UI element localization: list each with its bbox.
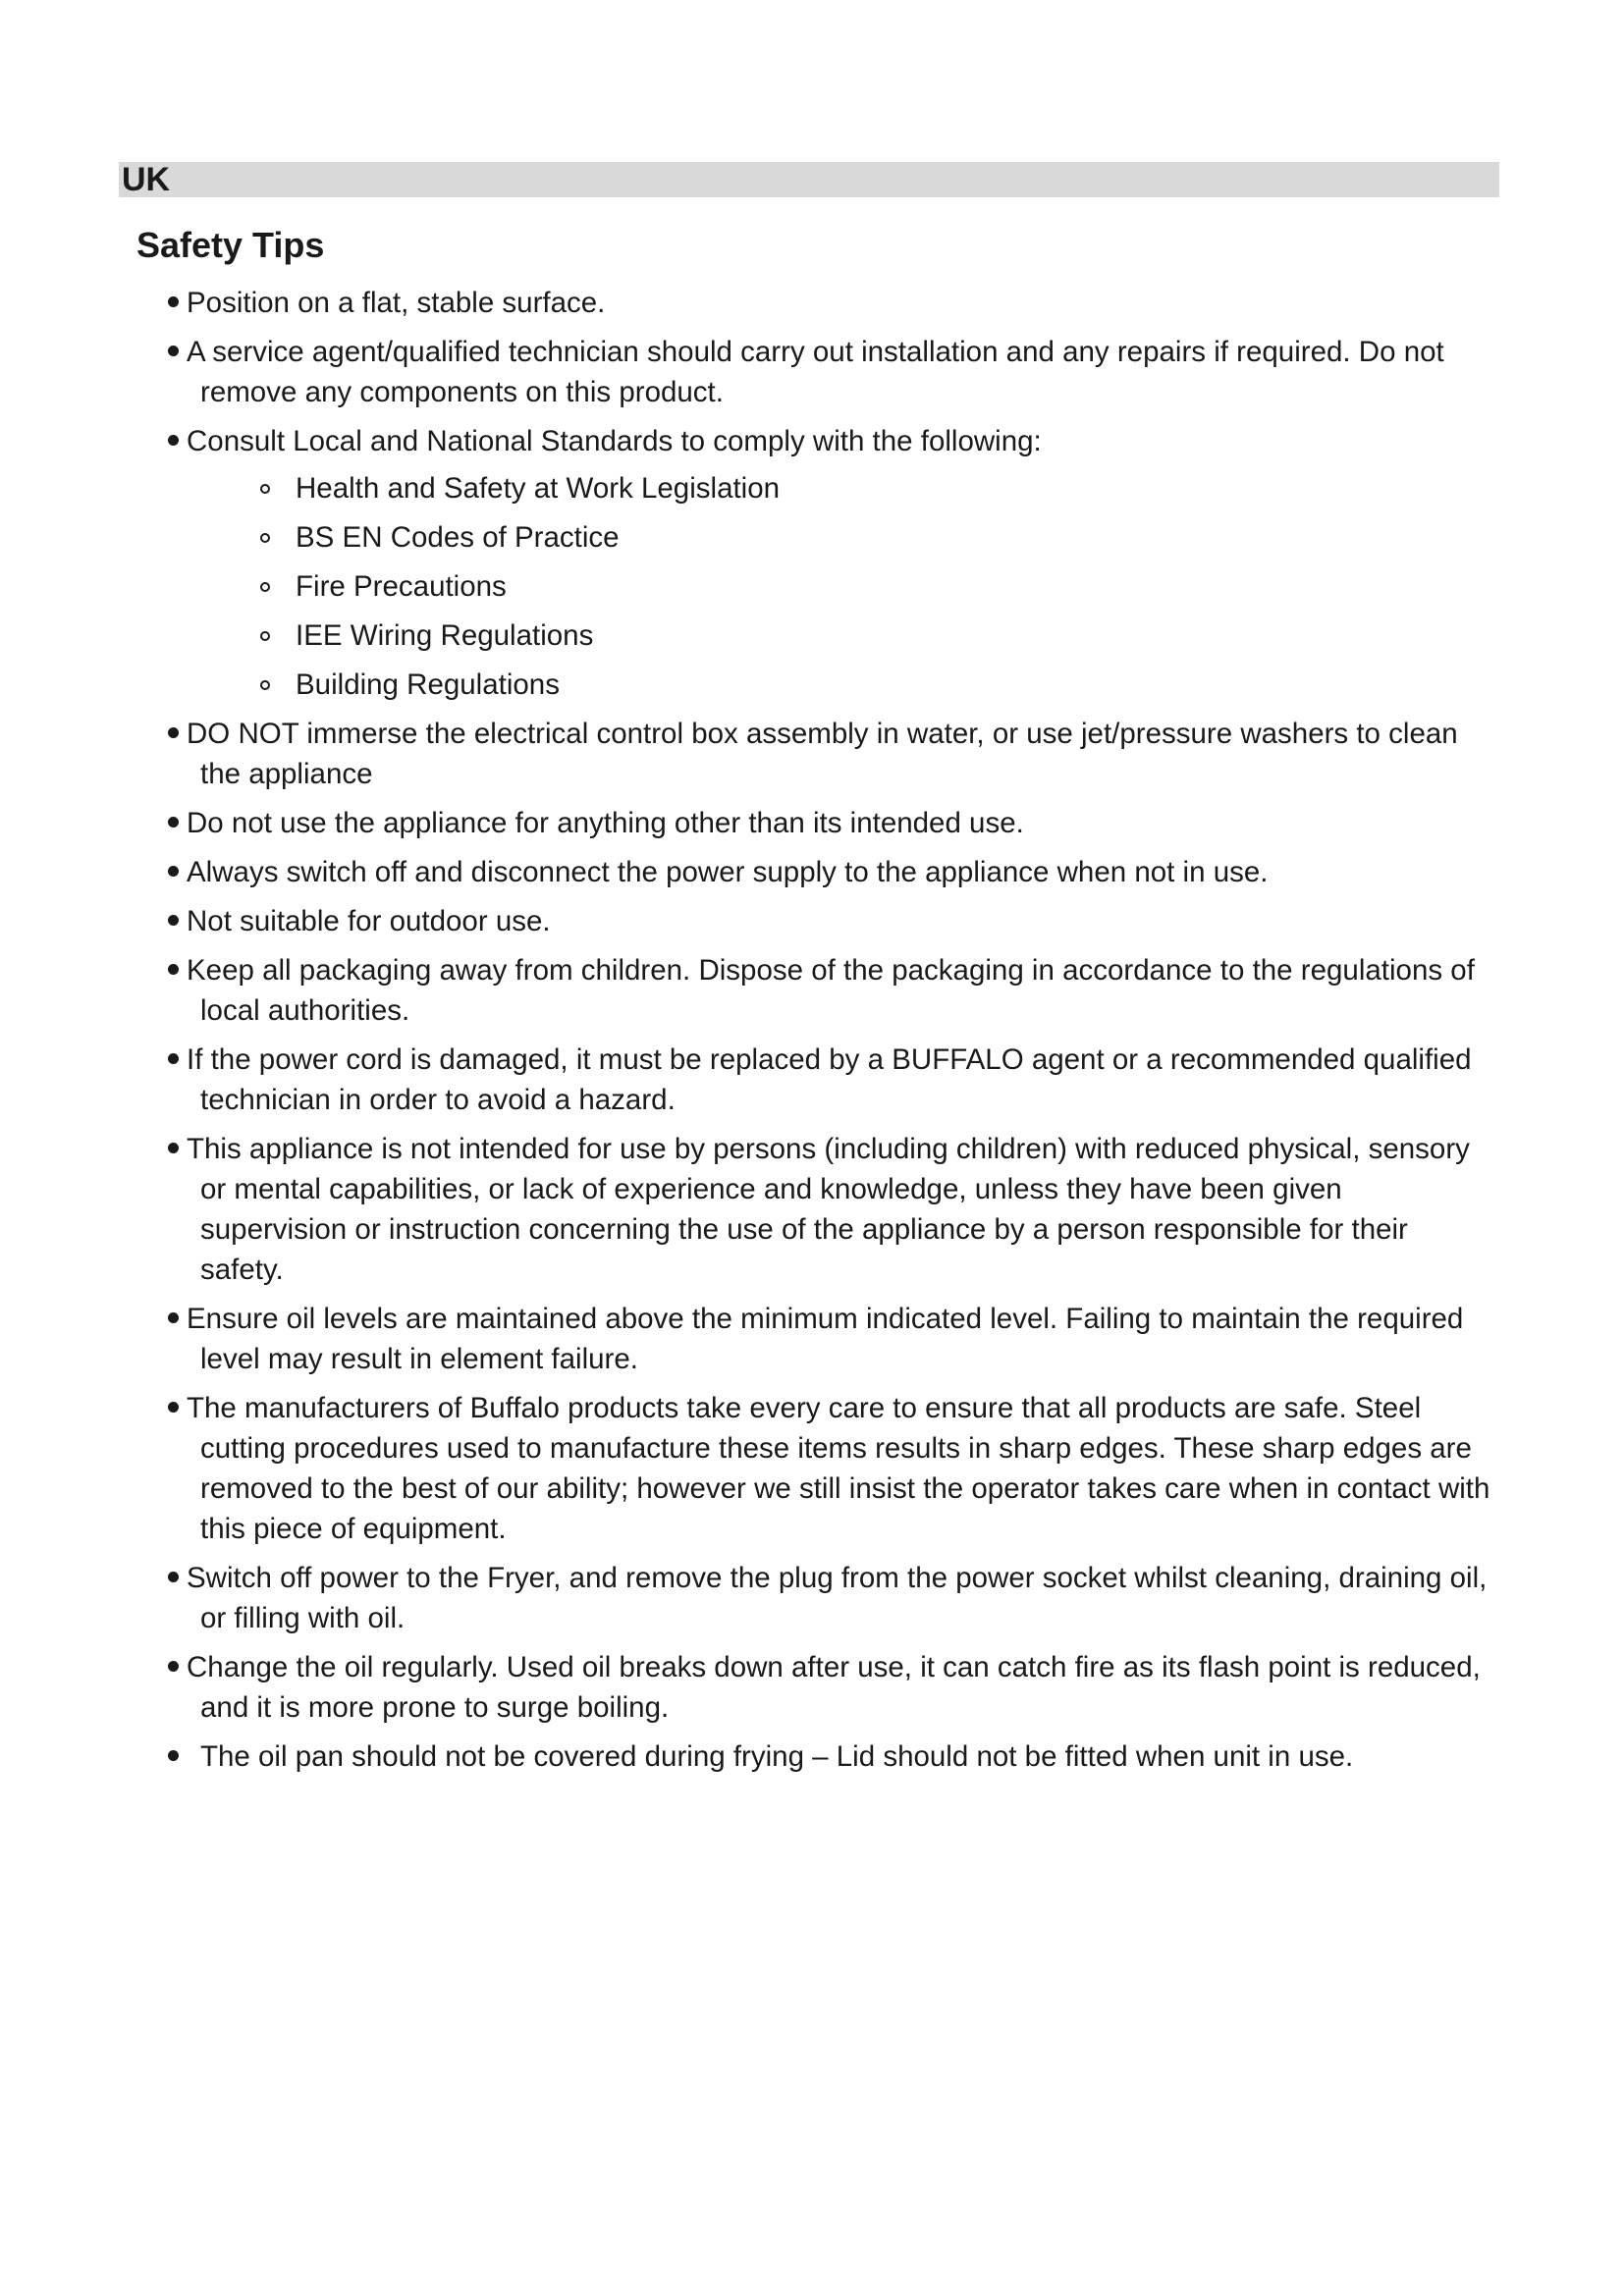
bullet-icon [168, 866, 179, 877]
tip-item [0, 1558, 1624, 1638]
bullet-icon [168, 1312, 179, 1323]
tip-item [0, 421, 1624, 705]
bullet-icon [168, 1750, 179, 1761]
bullet-icon [168, 964, 179, 975]
tip-text: This appliance is not intended for use by persons (including children) with reduced physical, sensory or mental capabilities, or lack of experience and knowledge, unless they have been given supervision or instruction concerning the use of the appliance by a person responsible for their safety. [187, 1133, 1470, 1286]
tip-text: The oil pan should not be covered during frying – Lid should not be fitted when unit in use. [200, 1740, 1354, 1773]
tip-item [0, 950, 1624, 1031]
tip-text: The manufacturers of Buffalo products take every care to ensure that all products are safe. Steel cutting procedures used to manufacture these items results in sharp edges. These sharp edges are removed to the best of our ability; however we still insist the operator takes care when in contact with this piece of equipment. [187, 1392, 1490, 1545]
tip-item [0, 1736, 1624, 1777]
tip-item [0, 803, 1624, 843]
tip-item [0, 1299, 1624, 1379]
bullet-icon [168, 435, 179, 446]
standard-text: IEE Wiring Regulations [296, 619, 594, 652]
bullet-icon [168, 1661, 179, 1672]
bullet-icon [168, 1053, 179, 1064]
standard-item [198, 566, 1496, 607]
bullet-icon [168, 1572, 179, 1582]
tip-text: Ensure oil levels are maintained above the minimum indicated level. Failing to maintain the required level may result in element failure. [187, 1303, 1464, 1375]
bullet-icon [168, 296, 179, 307]
tip-item [0, 332, 1624, 412]
tip-item [0, 852, 1624, 892]
circle-bullet-icon [260, 582, 270, 592]
standard-text: Building Regulations [296, 668, 560, 701]
circle-bullet-icon [260, 533, 270, 543]
standard-text: BS EN Codes of Practice [296, 521, 620, 554]
tip-text: Keep all packaging away from children. Dispose of the packaging in accordance to the regulations of local authorities. [187, 954, 1475, 1027]
language-header-bar [119, 162, 1499, 197]
tip-item [0, 714, 1624, 794]
circle-bullet-icon [260, 484, 270, 494]
tip-text: Consult Local and National Standards to comply with the following: [187, 425, 1042, 457]
bullet-icon [168, 346, 179, 356]
bullet-icon [168, 915, 179, 926]
tip-text: Always switch off and disconnect the power supply to the appliance when not in use. [187, 856, 1269, 888]
tip-text: If the power cord is damaged, it must be replaced by a BUFFALO agent or a recommended qualified technician in order to avoid a hazard. [187, 1043, 1472, 1116]
tip-text: Change the oil regularly. Used oil breaks down after use, it can catch fire as its flash point is reduced, and it is more prone to surge boiling. [187, 1651, 1481, 1724]
circle-bullet-icon [260, 680, 270, 690]
section-title: Safety Tips [136, 225, 325, 265]
standards-list [200, 468, 1496, 705]
standard-text: Fire Precautions [296, 570, 507, 603]
tip-text: Position on a flat, stable surface. [187, 287, 606, 319]
tip-item [0, 1388, 1624, 1549]
bullet-icon [168, 817, 179, 828]
bullet-icon [168, 1402, 179, 1413]
tip-item [0, 1129, 1624, 1290]
tip-item [0, 1040, 1624, 1120]
standard-text: Health and Safety at Work Legislation [296, 472, 781, 505]
bullet-icon [168, 727, 179, 738]
tip-text: A service agent/qualified technician should carry out installation and any repairs if required. Do not remove any components on this product. [187, 336, 1444, 408]
standard-item [198, 615, 1496, 656]
standard-item [198, 468, 1496, 508]
tip-text: DO NOT immerse the electrical control box assembly in water, or use jet/pressure washers to clean the appliance [187, 718, 1458, 790]
tip-text: Not suitable for outdoor use. [187, 905, 551, 937]
circle-bullet-icon [260, 631, 270, 641]
tip-item [0, 283, 1624, 323]
tip-text: Switch off power to the Fryer, and remove the plug from the power socket whilst cleaning, draining oil, or filling with oil. [187, 1562, 1488, 1634]
tip-item [0, 1647, 1624, 1728]
tip-text: Do not use the appliance for anything other than its intended use. [187, 807, 1024, 839]
standard-item [198, 665, 1496, 705]
bullet-icon [168, 1143, 179, 1153]
language-code: UK [122, 161, 171, 198]
standard-item [198, 517, 1496, 558]
safety-tips-list [0, 283, 1624, 1786]
tip-item [0, 901, 1624, 941]
